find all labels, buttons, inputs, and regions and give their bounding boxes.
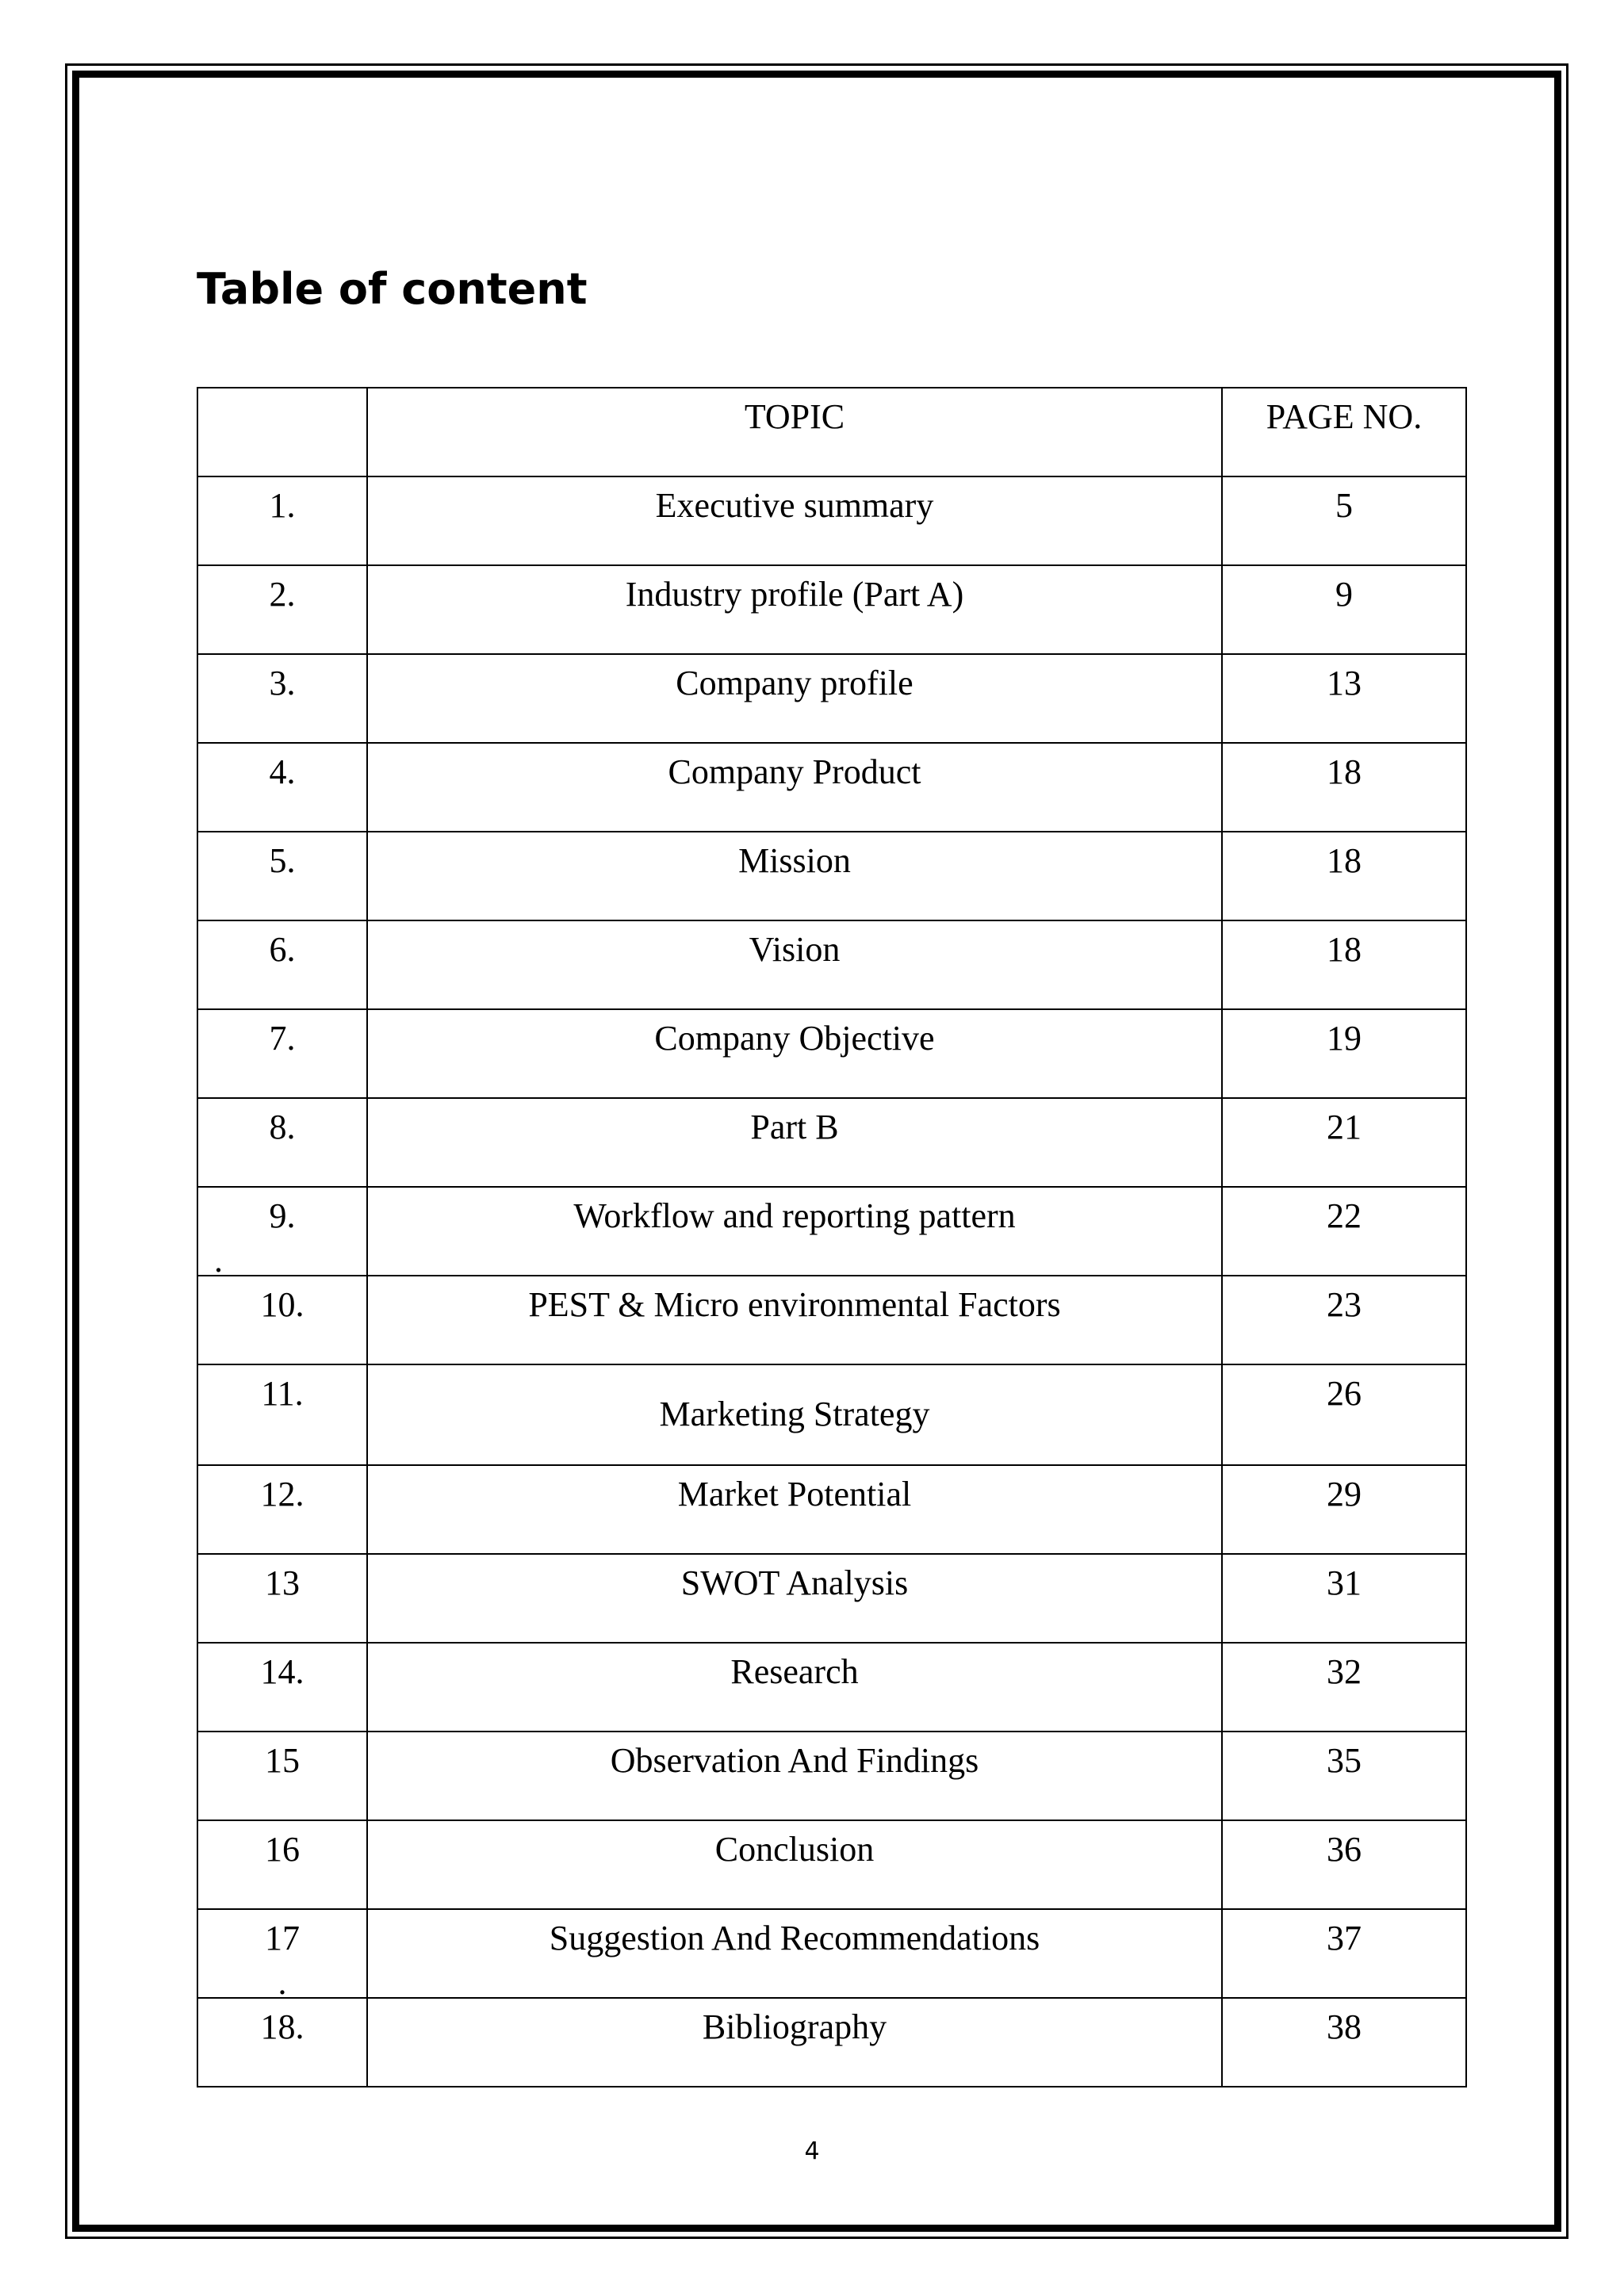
- table-row: [197, 1009, 1466, 1098]
- row-page: 18: [1222, 743, 1466, 832]
- row-page: 21: [1222, 1098, 1466, 1187]
- row-number: 17 .: [197, 1909, 367, 1998]
- row-number: 14.: [197, 1643, 367, 1732]
- table-row: [197, 1732, 1466, 1820]
- row-number: 11.: [197, 1364, 367, 1465]
- table-row: [197, 832, 1466, 920]
- row-page: 29: [1222, 1465, 1466, 1554]
- table-header-row: [197, 388, 1466, 476]
- row-page: 9: [1222, 565, 1466, 654]
- row-topic: Company Product: [367, 743, 1222, 832]
- table-row: [197, 1276, 1466, 1364]
- row-page: 18: [1222, 832, 1466, 920]
- row-page: 26: [1222, 1364, 1466, 1465]
- row-page: 35: [1222, 1732, 1466, 1820]
- header-page-no: PAGE NO.: [1222, 388, 1466, 476]
- row-topic: Part B: [367, 1098, 1222, 1187]
- table-of-contents: [197, 387, 1467, 2087]
- row-number: 5.: [197, 832, 367, 920]
- row-number: 18.: [197, 1998, 367, 2087]
- table-row: [197, 476, 1466, 565]
- row-topic: Vision: [367, 920, 1222, 1009]
- row-topic: Marketing Strategy: [367, 1364, 1222, 1465]
- row-topic: Company Objective: [367, 1009, 1222, 1098]
- row-page: 32: [1222, 1643, 1466, 1732]
- row-topic: Company profile: [367, 654, 1222, 743]
- table-row: [197, 654, 1466, 743]
- row-number: 8.: [197, 1098, 367, 1187]
- row-topic: Suggestion And Recommendations: [367, 1909, 1222, 1998]
- row-topic: Executive summary: [367, 476, 1222, 565]
- row-topic: Mission: [367, 832, 1222, 920]
- row-page: 37: [1222, 1909, 1466, 1998]
- row-page: 23: [1222, 1276, 1466, 1364]
- header-number: [197, 388, 367, 476]
- table-row: [197, 1643, 1466, 1732]
- row-number: 3.: [197, 654, 367, 743]
- table-row: [197, 1364, 1466, 1465]
- table-row: [197, 1187, 1466, 1276]
- table-row: [197, 1909, 1466, 1998]
- table-row: [197, 1820, 1466, 1909]
- row-page: 19: [1222, 1009, 1466, 1098]
- row-topic: Industry profile (Part A): [367, 565, 1222, 654]
- stray-dot: .: [278, 1963, 287, 2002]
- table-row: [197, 1554, 1466, 1643]
- row-page: 22: [1222, 1187, 1466, 1276]
- row-number: 9. .: [197, 1187, 367, 1276]
- row-number: 2.: [197, 565, 367, 654]
- row-topic: Bibliography: [367, 1998, 1222, 2087]
- row-page: 18: [1222, 920, 1466, 1009]
- row-number: 13: [197, 1554, 367, 1643]
- row-number: 15: [197, 1732, 367, 1820]
- row-number: 1.: [197, 476, 367, 565]
- row-number: 16: [197, 1820, 367, 1909]
- row-number: 12.: [197, 1465, 367, 1554]
- row-page: 13: [1222, 654, 1466, 743]
- row-topic: Conclusion: [367, 1820, 1222, 1909]
- row-page: 5: [1222, 476, 1466, 565]
- row-topic: PEST & Micro environmental Factors: [367, 1276, 1222, 1364]
- row-page: 38: [1222, 1998, 1466, 2087]
- table-row: [197, 920, 1466, 1009]
- row-page: 31: [1222, 1554, 1466, 1643]
- table-row: [197, 743, 1466, 832]
- row-page: 36: [1222, 1820, 1466, 1909]
- row-number: 10.: [197, 1276, 367, 1364]
- page-number: 4: [804, 2137, 820, 2165]
- row-topic: Market Potential: [367, 1465, 1222, 1554]
- row-number: 6.: [197, 920, 367, 1009]
- row-number: 7.: [197, 1009, 367, 1098]
- document-title: Table of content: [197, 264, 588, 314]
- stray-dot: .: [214, 1241, 223, 1280]
- table-row: [197, 1465, 1466, 1554]
- header-topic: TOPIC: [367, 388, 1222, 476]
- row-topic: Research: [367, 1643, 1222, 1732]
- row-number: 4.: [197, 743, 367, 832]
- table-row: [197, 565, 1466, 654]
- row-topic: Observation And Findings: [367, 1732, 1222, 1820]
- row-topic: SWOT Analysis: [367, 1554, 1222, 1643]
- table-row: [197, 1998, 1466, 2087]
- table-row: [197, 1098, 1466, 1187]
- row-topic: Workflow and reporting pattern: [367, 1187, 1222, 1276]
